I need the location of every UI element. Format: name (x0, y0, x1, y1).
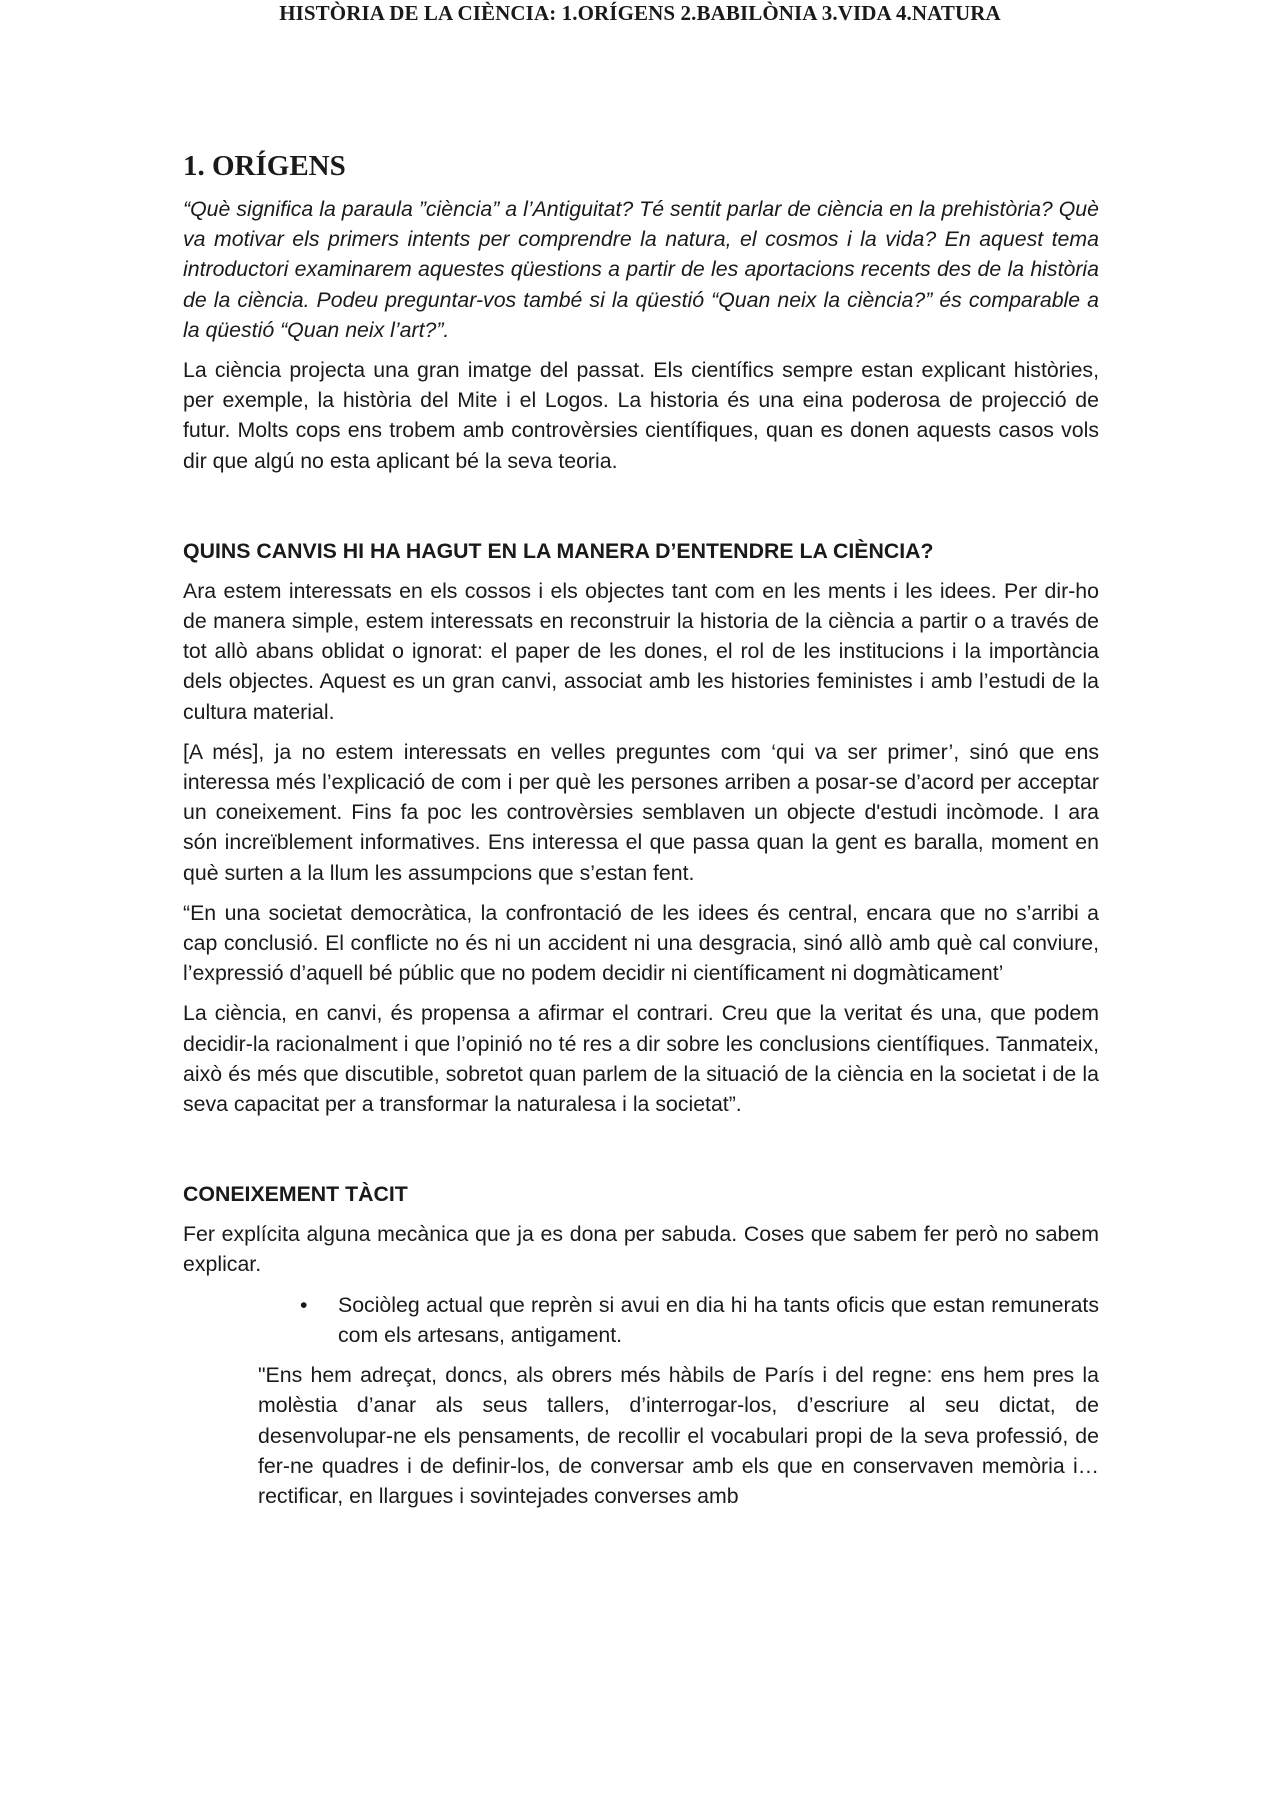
section-spacer (183, 486, 1099, 536)
paragraph-mecanica: Fer explícita alguna mecànica que ja es dona per sabuda. Coses que sabem fer però no sabem explicar. (183, 1222, 1099, 1277)
intro-paragraph: “Què significa la paraula ”ciència” a l’Antiguitat? Té sentit parlar de ciència en la prehistòria? Què va motivar els primers intents per comprendre la natura, el cosmos i la vida? En aquest tema introductori examinarem aquestes qüestions a partir de les aportacions recents des de la història de la ciència. Podeu preguntar-vos també si la qüestió “Quan neix la ciència?” és comparable a la qüestió “Quan neix l’art?”. (183, 197, 1099, 342)
block-quote: "Ens hem adreçat, doncs, als obrers més hàbils de París i del regne: ens hem pres la molèstia d’anar als seus tallers, d’interrogar-los, d’escriure al seu dictat, de desenvolupar-ne els pensaments, de recollir el vocabulari propi de la seva professió, de fer-ne quadres i de definir-los, de conversar amb els que en conservaven memòria i… rectificar, en llargues i sovintejades converses amb (258, 1363, 1099, 1508)
running-header: HISTÒRIA DE LA CIÈNCIA: 1.ORÍGENS 2.BABILÒNIA 3.VIDA 4.NATURA (279, 1, 1001, 25)
list-item-text: Sociòleg actual que reprèn si avui en dia hi ha tants oficis que estan remunerats com els artesans, antigament. (338, 1292, 1099, 1347)
bullet-icon: • (300, 1292, 308, 1317)
section-spacer (183, 1129, 1099, 1179)
paragraph-ciencia-passat: La ciència projecta una gran imatge del passat. Els científics sempre estan explicant històries, per exemple, la història del Mite i el Logos. La historia és una eina poderosa de projecció de futur. Molts cops ens trobem amb controvèrsies científiques, quan es donen aquests casos vols dir que algú no esta aplicant bé la seva teoria. (183, 358, 1099, 473)
paragraph-societat-democratica: “En una societat democràtica, la confrontació de les idees és central, encara que no s’arribi a cap conclusió. El conflicte no és ni un accident ni una desgracia, sinó allò amb què cal conviure, l’expressió d’aquell bé públic que no podem decidir ni científicament ni dogmàticament’ (183, 900, 1099, 986)
section-title: 1. ORÍGENS (183, 150, 346, 182)
list-item (300, 1290, 1099, 1350)
document-body (183, 148, 1099, 1521)
paragraph-ciencia-contrari: La ciència, en canvi, és propensa a afirmar el contrari. Creu que la veritat és una, que podem decidir-la racionalment i que l’opinió no té res a dir sobre les conclusions científiques. Tanmateix, això és més que discutible, sobretot quan parlem de la situació de la ciència en la societat i de la seva capacitat per a transformar la naturalesa i la societat”. (183, 1001, 1099, 1117)
paragraph-cossos-objectes: Ara estem interessats en els cossos i els objectes tant com en les ments i les idees. Per dir-ho de manera simple, estem interessats en reconstruir la historia de la ciència a partir o a través de tot allò abans oblidat o ignorat: el paper de les dones, el rol de les institucions i la importància dels objectes. Aquest es un gran canvi, associat amb les histories feministes i amb l’estudi de la cultura material. (183, 578, 1099, 724)
paragraph-velles-preguntes: [A més], ja no estem interessats en velles preguntes com ‘qui va ser primer’, sinó que ens interessa més l’explicació de com i per què les persones arriben a posar-se d’acord per acceptar un coneixement. Fins fa poc les controvèrsies semblaven un objecte d'estudi incòmode. I ara són increïblement informatives. Ens interessa el que passa quan la gent es baralla, moment en què surten a la llum les assumpcions que s’estan fent. (183, 739, 1099, 885)
heading-canvis: QUINS CANVIS HI HA HAGUT EN LA MANERA D’ENTENDRE LA CIÈNCIA? (183, 538, 934, 563)
heading-coneixement-tacit: CONEIXEMENT TÀCIT (183, 1182, 408, 1207)
bullet-list (183, 1290, 1099, 1350)
